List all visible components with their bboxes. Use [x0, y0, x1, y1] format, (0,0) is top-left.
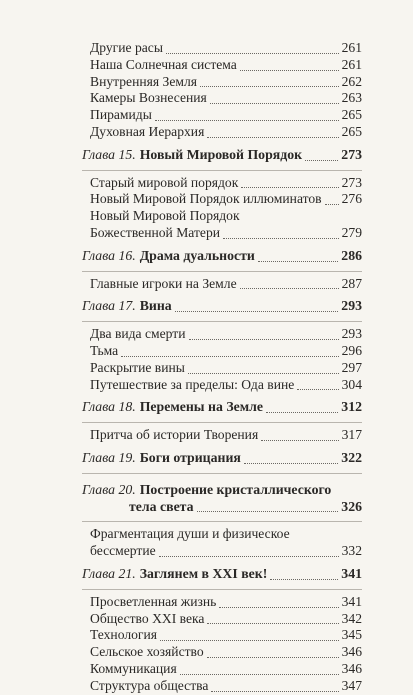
toc-entry-title-line1: Новый Мировой Порядок	[90, 208, 240, 224]
leader-dots	[219, 607, 338, 608]
toc-entry	[90, 124, 362, 141]
toc-entry-group	[82, 526, 362, 560]
chapter-heading	[82, 147, 362, 171]
chapter-heading	[82, 566, 362, 590]
leader-dots	[180, 674, 339, 675]
leader-dots	[207, 137, 338, 138]
toc-entry	[90, 360, 362, 377]
toc-entry	[90, 627, 362, 644]
toc-entry-title: Технология	[90, 627, 158, 643]
leader-dots	[160, 640, 339, 641]
chapter-heading	[82, 298, 362, 322]
toc-entry-page: 345	[341, 627, 362, 643]
toc-entry	[90, 191, 362, 208]
toc-entry	[90, 276, 362, 293]
leader-dots	[175, 311, 339, 312]
toc-entry-page: 293	[341, 326, 362, 342]
chapter-label: Глава 21.	[82, 565, 136, 581]
toc-entry-page: 304	[341, 376, 362, 392]
toc-entry-group	[82, 40, 362, 141]
toc-entry-page: 261	[341, 56, 362, 72]
toc-entry	[90, 326, 362, 343]
leader-dots	[200, 86, 339, 87]
chapter-heading	[82, 399, 362, 423]
toc-entry-title: Божественной Матери	[90, 224, 221, 240]
leader-dots	[223, 238, 339, 239]
toc-entry-title: бессмертие	[90, 543, 156, 559]
chapter-label: Глава 17.	[82, 298, 136, 314]
leader-dots	[244, 463, 338, 464]
toc-entry-title: Другие расы	[90, 40, 163, 55]
toc-entry	[90, 543, 362, 560]
toc-entry-title: Наша Солнечная система	[90, 56, 237, 72]
leader-dots	[258, 261, 338, 262]
leader-dots	[325, 204, 339, 205]
chapter-page: 341	[341, 565, 362, 581]
toc-entry-group	[82, 326, 362, 393]
chapter-title-line1: Построение кристаллического	[139, 481, 332, 497]
chapter-label: Глава 16.	[82, 247, 136, 263]
leader-dots	[155, 120, 339, 121]
toc-entry	[90, 661, 362, 678]
leader-dots	[240, 288, 339, 289]
leader-dots	[197, 511, 339, 512]
toc-entry	[90, 175, 362, 192]
leader-dots	[297, 389, 338, 390]
chapter-title: Новый Мировой Порядок	[139, 146, 303, 162]
toc-entry-page: 341	[341, 593, 362, 609]
toc-entry-group	[82, 276, 362, 293]
table-of-contents	[82, 40, 362, 695]
toc-entry-page: 346	[341, 644, 362, 660]
toc-entry-page: 287	[341, 275, 362, 291]
leader-dots	[210, 103, 339, 104]
toc-entry-title: Старый мировой порядок	[90, 174, 239, 190]
chapter-label: Глава 15.	[82, 146, 136, 162]
toc-entry-group	[82, 427, 362, 444]
chapter-title: Перемены на Земле	[139, 399, 263, 415]
leader-dots	[121, 356, 338, 357]
toc-entry-page: 342	[341, 610, 362, 626]
chapter-title: Драма дуальности	[139, 247, 255, 263]
toc-entry-title: Новый Мировой Порядок иллюминатов	[90, 191, 322, 207]
toc-entry-page: 297	[341, 359, 362, 375]
leader-dots	[211, 691, 338, 692]
leader-dots	[266, 412, 338, 413]
chapter-title: Боги отрицания	[139, 449, 241, 465]
toc-entry	[90, 57, 362, 74]
toc-entry-title: Пирамиды	[90, 107, 152, 123]
toc-entry-group	[82, 175, 362, 242]
chapter-page: 312	[341, 399, 362, 415]
leader-dots	[159, 556, 339, 557]
toc-entry	[90, 74, 362, 91]
toc-entry-title: Главные игроки на Земле	[90, 275, 237, 291]
chapter-page: 273	[341, 146, 362, 162]
toc-entry-title: Сельское хозяйство	[90, 644, 204, 660]
toc-entry-title: Тьма	[90, 342, 119, 358]
toc-entry	[90, 107, 362, 124]
leader-dots	[188, 373, 339, 374]
toc-entry-page: 262	[341, 73, 362, 89]
toc-entry-title: Просветленная жизнь	[90, 593, 217, 609]
leader-dots	[305, 160, 338, 161]
toc-entry-page: 279	[341, 224, 362, 240]
toc-entry-page: 332	[341, 543, 362, 559]
chapter-heading	[82, 450, 362, 474]
toc-entry-group	[82, 594, 362, 695]
chapter-title: тела света	[129, 498, 194, 514]
toc-entry-title: Раскрытие вины	[90, 359, 185, 375]
toc-entry-page: 276	[341, 191, 362, 207]
toc-entry-page: 263	[341, 90, 362, 106]
toc-entry-title-line1: Фрагментация души и физическое	[90, 526, 290, 542]
chapter-page: 286	[341, 247, 362, 263]
chapter-page: 293	[341, 298, 362, 314]
toc-entry-page: 261	[341, 40, 362, 55]
toc-entry-title: Путешествие за пределы: Ода вине	[90, 376, 295, 392]
toc-entry-page: 347	[341, 677, 362, 693]
chapter-label: Глава 18.	[82, 399, 136, 415]
chapter-heading	[82, 248, 362, 272]
toc-entry-page: 346	[341, 660, 362, 676]
leader-dots	[207, 657, 339, 658]
toc-entry-title: Общество XXI века	[90, 610, 205, 626]
chapter-title: Заглянем в XXI век!	[139, 565, 268, 581]
toc-entry	[90, 611, 362, 628]
toc-entry-title: Структура общества	[90, 677, 209, 693]
leader-dots	[270, 579, 338, 580]
toc-entry-line	[90, 208, 362, 225]
chapter-label: Глава 19.	[82, 449, 136, 465]
toc-entry-title: Духовная Иерархия	[90, 123, 205, 139]
toc-entry	[90, 678, 362, 695]
chapter-page: 322	[341, 449, 362, 465]
toc-entry-page: 265	[341, 123, 362, 139]
toc-entry-title: Внутренняя Земля	[90, 73, 198, 89]
toc-entry-title: Притча об истории Творения	[90, 427, 259, 443]
toc-entry-page: 317	[341, 427, 362, 443]
leader-dots	[261, 440, 338, 441]
chapter-title: Вина	[139, 298, 172, 314]
toc-entry-page: 273	[341, 174, 362, 190]
leader-dots	[189, 339, 339, 340]
chapter-page: 326	[341, 498, 362, 514]
toc-entry	[90, 377, 362, 394]
toc-entry-title: Камеры Вознесения	[90, 90, 207, 106]
toc-entry-page: 296	[341, 342, 362, 358]
toc-entry	[90, 90, 362, 107]
chapter-heading	[82, 482, 362, 523]
leader-dots	[166, 53, 339, 54]
toc-entry-title: Коммуникация	[90, 660, 177, 676]
toc-entry	[90, 594, 362, 611]
leader-dots	[207, 623, 338, 624]
toc-entry	[90, 225, 362, 242]
leader-dots	[240, 70, 339, 71]
chapter-label: Глава 20.	[82, 481, 136, 497]
toc-entry	[90, 343, 362, 360]
toc-entry-page: 265	[341, 107, 362, 123]
toc-entry-line	[90, 526, 362, 543]
toc-entry-title: Два вида смерти	[90, 326, 186, 342]
leader-dots	[241, 187, 338, 188]
toc-entry	[90, 427, 362, 444]
toc-entry	[90, 40, 362, 57]
toc-entry	[90, 644, 362, 661]
